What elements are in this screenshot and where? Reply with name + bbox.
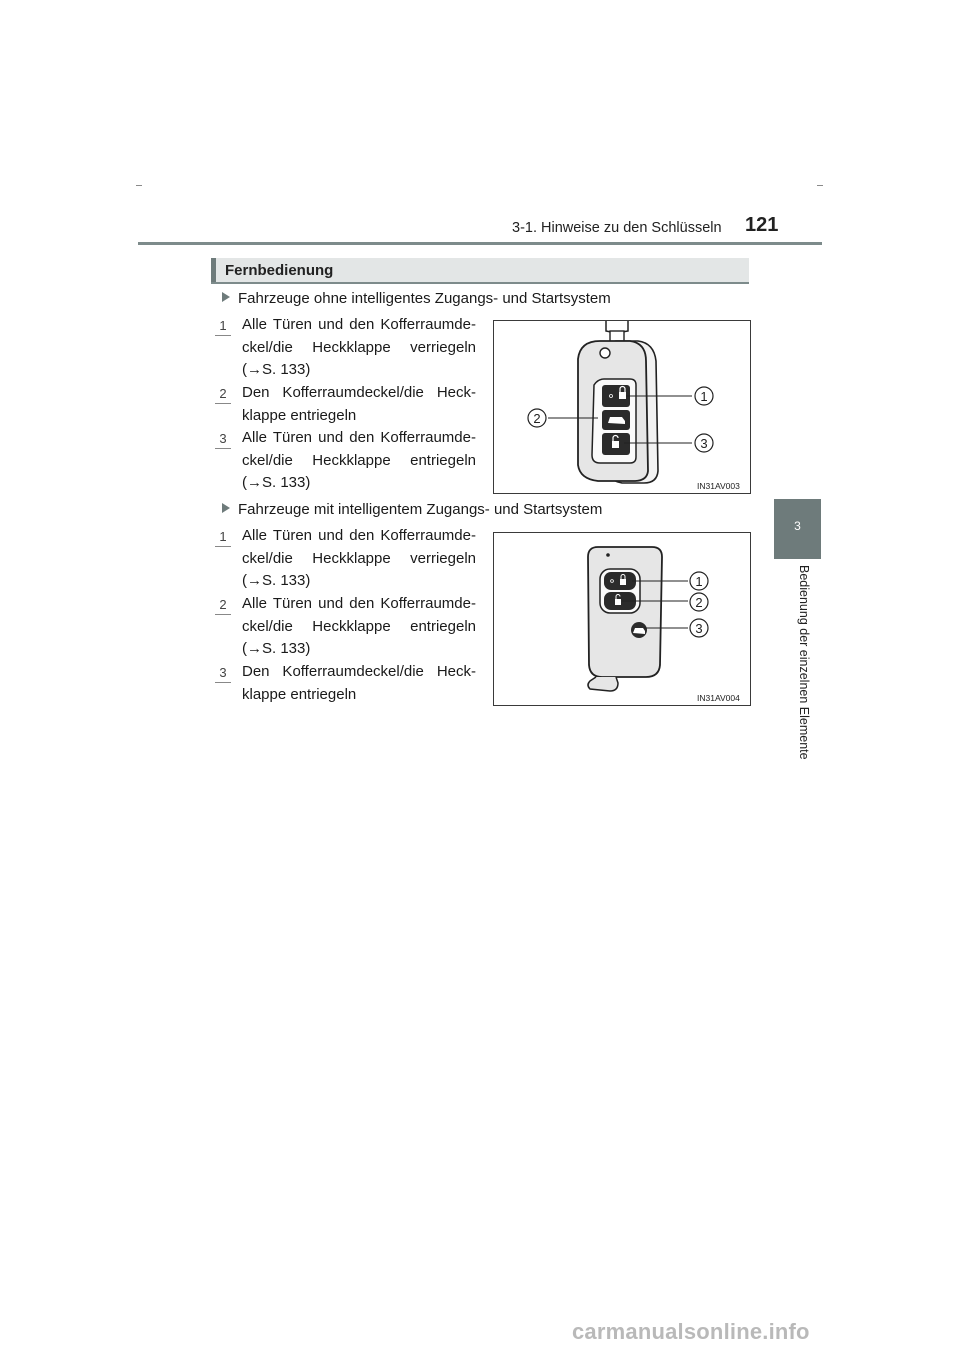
chapter-title: Bedienung der einzelnen Elemente	[797, 565, 811, 760]
triangle-bullet-icon	[222, 292, 230, 302]
item-text: Den Kofferraumdeckel/die Heck-klappe entriegeln	[242, 384, 476, 424]
item-number: 1	[216, 318, 230, 334]
item-text: Alle Türen und den Kofferraumde-ckel/die Heckklappe verriegeln (→S. 133)	[242, 316, 476, 378]
callout-1: 1	[700, 389, 708, 404]
callout-2: 2	[533, 411, 541, 426]
triangle-bullet-icon	[222, 503, 230, 513]
watermark: carmanualsonline.info	[572, 1319, 810, 1344]
header-rule	[138, 242, 822, 245]
running-header-title: 3-1. Hinweise zu den Schlüsseln	[512, 220, 722, 236]
group-heading: Fahrzeuge mit intelligentem Zugangs- und Startsystem	[222, 501, 602, 518]
item-number: 3	[216, 431, 230, 447]
callout-3: 3	[700, 436, 708, 451]
item-number: 3	[216, 665, 230, 681]
chapter-tab	[774, 499, 821, 559]
flip-key-illustration	[494, 321, 750, 493]
section-heading-bar	[211, 258, 216, 282]
item-text: Den Kofferraumdeckel/die Heck-klappe entriegeln	[242, 663, 476, 703]
section-heading	[211, 258, 749, 284]
smart-key-illustration	[494, 533, 750, 705]
callout-1: 1	[695, 574, 703, 589]
item-text: Alle Türen und den Kofferraumde-ckel/die Heckklappe verriegeln (→S. 133)	[242, 527, 476, 589]
item-number: 2	[216, 597, 230, 613]
group-heading: Fahrzeuge ohne intelligentes Zugangs- und Startsystem	[222, 290, 611, 307]
figure-flip-key	[493, 320, 751, 494]
figure-code: IN31AV003	[697, 481, 740, 491]
page-number: 121	[745, 214, 779, 236]
chapter-number: 3	[794, 519, 801, 533]
item-number: 2	[216, 386, 230, 402]
item-text: Alle Türen und den Kofferraumde-ckel/die Heckklappe entriegeln (→S. 133)	[242, 429, 476, 491]
figure-smart-key	[493, 532, 751, 706]
callout-2: 2	[695, 595, 703, 610]
section-title: Fernbedienung	[225, 262, 334, 279]
crop-mark	[136, 185, 142, 186]
callout-3: 3	[695, 621, 703, 636]
item-text: Alle Türen und den Kofferraumde-ckel/die Heckklappe entriegeln (→S. 133)	[242, 595, 476, 657]
crop-mark	[817, 185, 823, 186]
item-number: 1	[216, 529, 230, 545]
figure-code: IN31AV004	[697, 693, 740, 703]
